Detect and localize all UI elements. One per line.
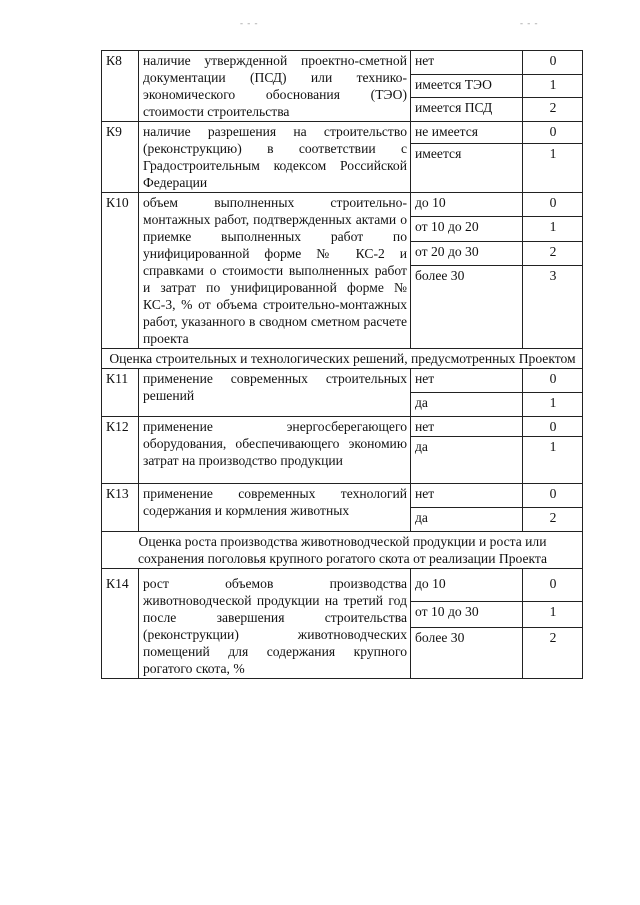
criterion-name: применение современных строительных решений bbox=[139, 369, 411, 417]
criterion-code: К8 bbox=[102, 51, 139, 122]
criterion-name: применение современных технологий содержания и кормления животных bbox=[139, 484, 411, 532]
option-points: 0 bbox=[523, 417, 583, 437]
criterion-row-k8 bbox=[102, 51, 583, 75]
criterion-name: рост объемов производства животноводческой продукции на третий год после завершения строительства (реконструкции) животноводческих помещений для содержания крупного рогатого скота, % bbox=[139, 569, 411, 679]
criterion-row-k14 bbox=[102, 569, 583, 602]
option-points: 2 bbox=[523, 628, 583, 679]
section-row bbox=[102, 349, 583, 369]
section-row bbox=[102, 532, 583, 569]
criteria-table bbox=[101, 50, 583, 679]
option-label: до 10 bbox=[411, 569, 523, 602]
option-label: да bbox=[411, 437, 523, 484]
option-label: более 30 bbox=[411, 628, 523, 679]
criterion-name: наличие утвержденной проектно-сметной документации (ПСД) или технико-экономического обоснования (ТЭО) стоимости строительства bbox=[139, 51, 411, 122]
option-points: 2 bbox=[523, 508, 583, 532]
criterion-row-k11 bbox=[102, 369, 583, 393]
criterion-code: К14 bbox=[102, 569, 139, 679]
criterion-code: К9 bbox=[102, 122, 139, 193]
option-label: от 10 до 30 bbox=[411, 601, 523, 627]
criterion-name: наличие разрешения на строительство (реконструкцию) в соответствии с Градостроительным кодексом Российской Федерации bbox=[139, 122, 411, 193]
option-label: имеется ТЭО bbox=[411, 74, 523, 98]
option-label: от 10 до 20 bbox=[411, 217, 523, 241]
criterion-row-k12 bbox=[102, 417, 583, 437]
option-label: имеется ПСД bbox=[411, 98, 523, 122]
option-points: 0 bbox=[523, 369, 583, 393]
option-label: да bbox=[411, 508, 523, 532]
criterion-code: К12 bbox=[102, 417, 139, 484]
option-points: 1 bbox=[523, 601, 583, 627]
option-label: от 20 до 30 bbox=[411, 241, 523, 265]
option-points: 1 bbox=[523, 393, 583, 417]
option-points: 0 bbox=[523, 569, 583, 602]
option-points: 2 bbox=[523, 98, 583, 122]
option-label: нет bbox=[411, 369, 523, 393]
criterion-row-k9 bbox=[102, 122, 583, 144]
option-points: 1 bbox=[523, 437, 583, 484]
section-title: Оценка роста производства животноводческой продукции и роста или сохранения поголовья крупного рогатого скота от реализации Проекта bbox=[102, 532, 583, 569]
option-points: 2 bbox=[523, 241, 583, 265]
option-label: да bbox=[411, 393, 523, 417]
scan-speck: - - - bbox=[240, 18, 259, 28]
option-points: 0 bbox=[523, 122, 583, 144]
option-points: 1 bbox=[523, 217, 583, 241]
criterion-row-k10 bbox=[102, 193, 583, 217]
option-label: более 30 bbox=[411, 266, 523, 349]
scan-speck: - - - bbox=[520, 18, 539, 28]
option-label: нет bbox=[411, 417, 523, 437]
option-points: 0 bbox=[523, 484, 583, 508]
criterion-row-k13 bbox=[102, 484, 583, 508]
option-label: имеется bbox=[411, 143, 523, 193]
option-label: не имеется bbox=[411, 122, 523, 144]
criterion-name: объем выполненных строительно-монтажных работ, подтвержденных актами о приемке выполненных работ по унифицированной форме № КС-2 и справками о стоимости выполненных работ и затрат по унифицированной форме № КС-3, % от объема строительно-монтажных работ, указанного в сводном сметном расчете проекта bbox=[139, 193, 411, 349]
option-points: 1 bbox=[523, 143, 583, 193]
option-points: 0 bbox=[523, 51, 583, 75]
option-points: 0 bbox=[523, 193, 583, 217]
option-points: 3 bbox=[523, 266, 583, 349]
section-title: Оценка строительных и технологических решений, предусмотренных Проектом bbox=[102, 349, 583, 369]
criterion-name: применение энергосберегающего оборудования, обеспечивающего экономию затрат на производство продукции bbox=[139, 417, 411, 484]
criterion-code: К11 bbox=[102, 369, 139, 417]
option-label: нет bbox=[411, 51, 523, 75]
option-points: 1 bbox=[523, 74, 583, 98]
option-label: нет bbox=[411, 484, 523, 508]
criterion-code: К13 bbox=[102, 484, 139, 532]
option-label: до 10 bbox=[411, 193, 523, 217]
criterion-code: К10 bbox=[102, 193, 139, 349]
